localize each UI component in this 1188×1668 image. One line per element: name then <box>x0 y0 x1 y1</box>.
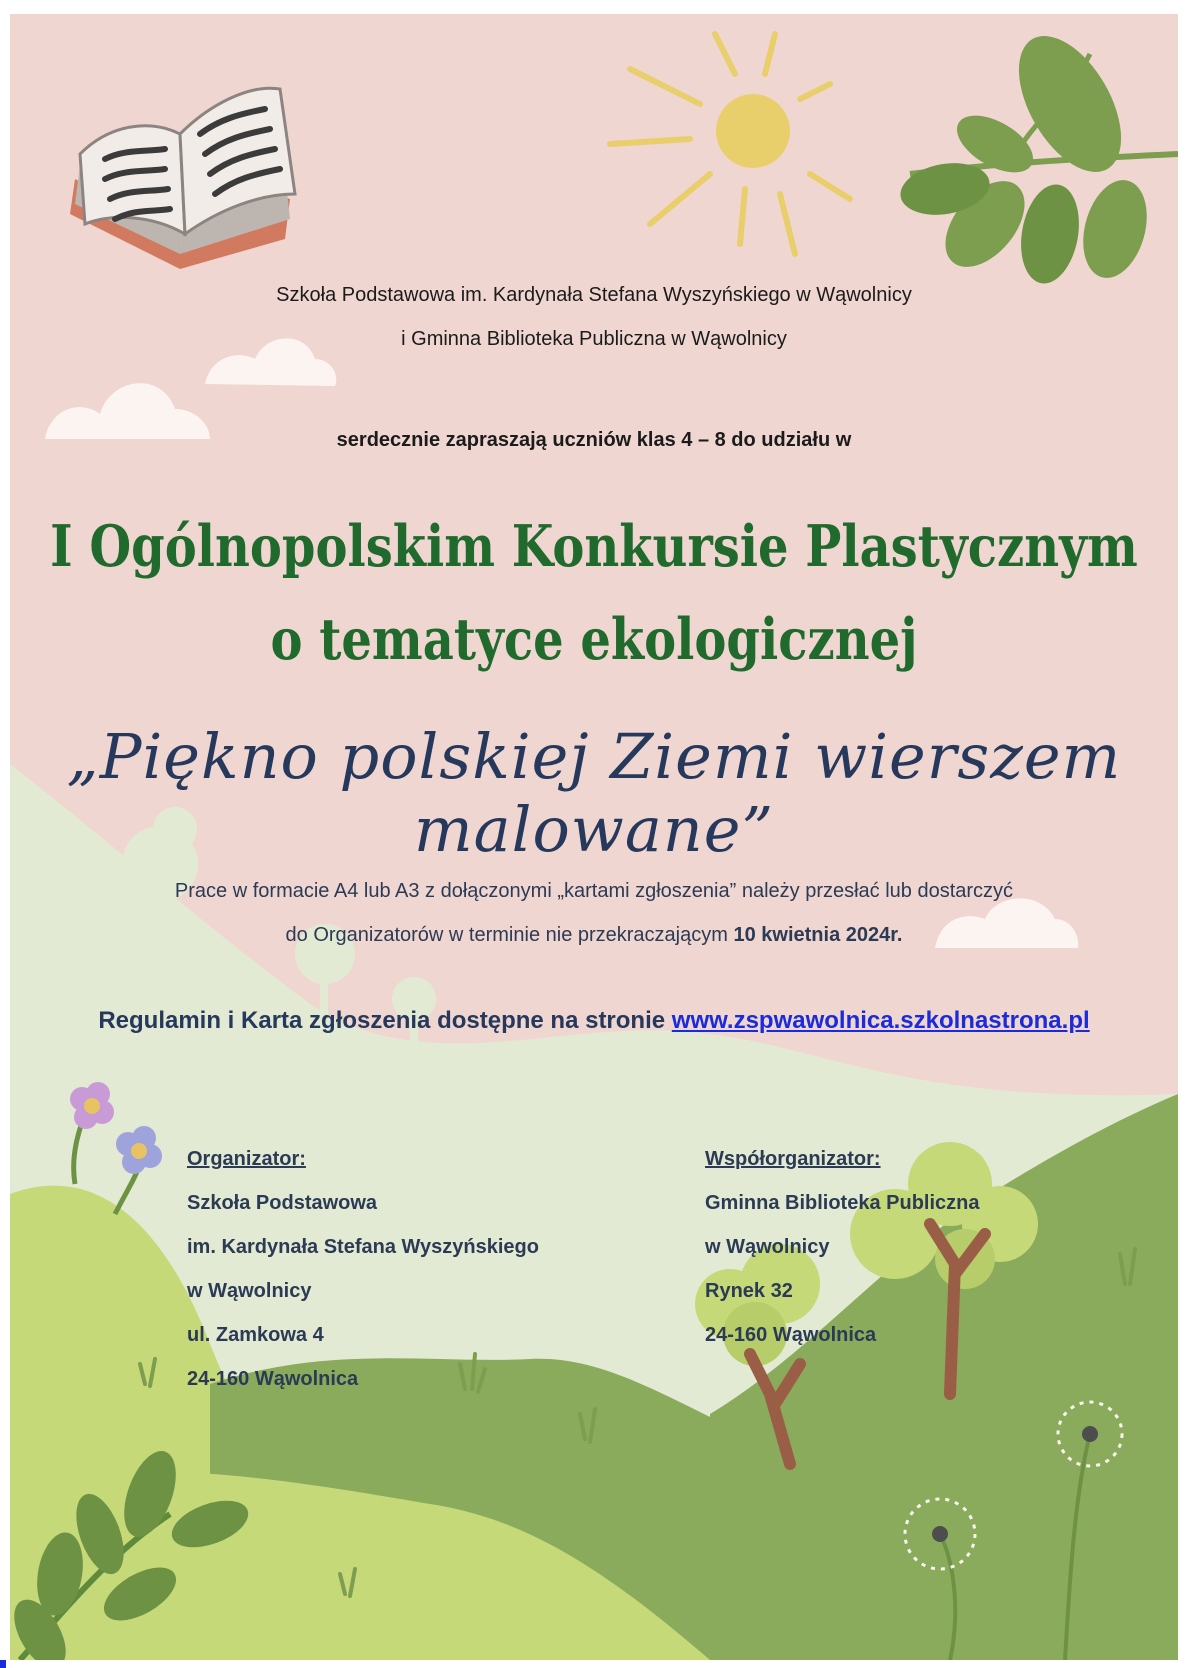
page-edge-marker <box>0 1660 6 1668</box>
coorganizer-block <box>705 1144 980 1364</box>
submission-info-line-2 <box>10 924 1178 947</box>
rules-text: Regulamin i Karta zgłoszenia dostępne na stronie <box>98 1007 672 1034</box>
organizer-heading: Organizator: <box>187 1148 306 1170</box>
contest-title-line-2: o tematyce ekologicznej <box>270 607 918 674</box>
contest-subtitle: „Piękno polskiej Ziemi wierszem malowane” <box>66 720 1122 866</box>
deadline: 10 kwietnia 2024r. <box>733 924 903 946</box>
organizer-block <box>187 1144 539 1408</box>
sun-icon <box>610 34 850 254</box>
submission-info-line-1: Prace w formacie A4 lub A3 z dołączonymi „kartami zgłoszenia” należy przesłać lub dostarczyć <box>174 880 1014 902</box>
organizer-line: w Wąwolnicy <box>187 1280 312 1302</box>
website-link[interactable]: www.zspwawolnica.szkolnastrona.pl <box>671 1007 1090 1034</box>
coorganizer-line: Gminna Biblioteka Publiczna <box>705 1192 980 1214</box>
organizer-line: im. Kardynała Stefana Wyszyńskiego <box>187 1236 539 1258</box>
rules-line <box>10 1007 1178 1035</box>
coorganizer-line: Rynek 32 <box>705 1280 793 1302</box>
poster <box>10 14 1178 1660</box>
leaf-branch-icon <box>896 19 1178 288</box>
header-line-2: i Gminna Biblioteka Publiczna w Wąwolnicy <box>401 328 787 350</box>
coorganizer-line: w Wąwolnicy <box>705 1236 830 1258</box>
contest-title-line-1: I Ogólnopolskim Konkursie Plastycznym <box>50 514 1138 581</box>
organizer-line: Szkoła Podstawowa <box>187 1192 378 1214</box>
coorganizer-line: 24-160 Wąwolnica <box>705 1324 877 1346</box>
organizer-line: ul. Zamkowa 4 <box>187 1324 324 1346</box>
header-line-1: Szkoła Podstawowa im. Kardynała Stefana Wyszyńskiego w Wąwolnicy <box>276 284 912 306</box>
coorganizer-heading: Współorganizator: <box>705 1148 881 1170</box>
organizer-line: 24-160 Wąwolnica <box>187 1368 359 1390</box>
submission-info-prefix: do Organizatorów w terminie nie przekraczającym <box>285 924 734 946</box>
invitation-text: serdecznie zapraszają uczniów klas 4 – 8 do udziału w <box>336 429 852 451</box>
book-icon <box>70 88 295 269</box>
